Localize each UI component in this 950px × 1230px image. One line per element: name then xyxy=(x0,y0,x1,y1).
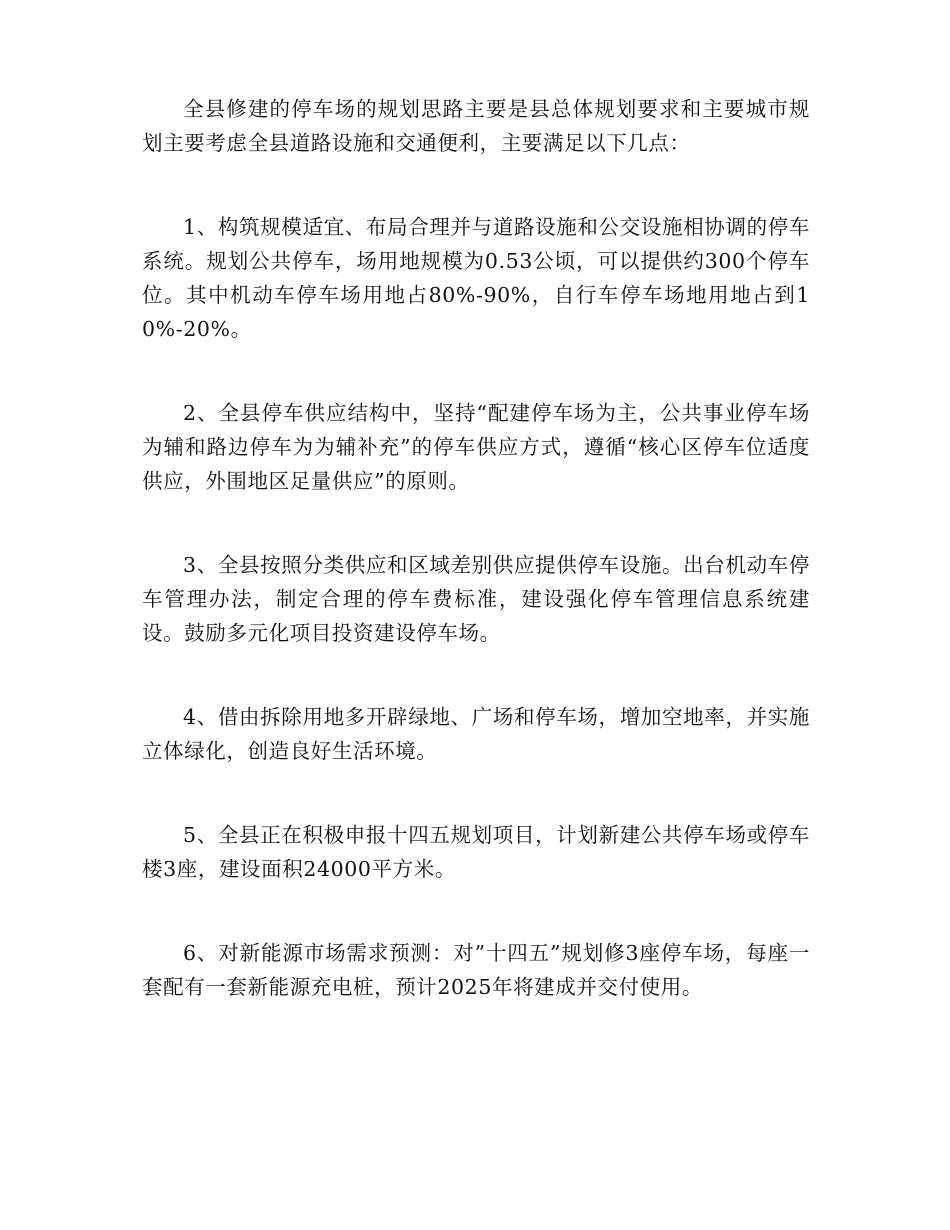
intro-paragraph: 全县修建的停车场的规划思路主要是县总体规划要求和主要城市规划主要考虑全县道路设施和交通便利，主要满足以下几点： xyxy=(142,97,810,155)
point-2-paragraph: 2、全县停车供应结构中，坚持“配建停车场为主，公共事业停车场为辅和路边停车为为辅补充”的停车供应方式，遵循“核心区停车位适度供应，外围地区足量供应”的原则。 xyxy=(142,401,810,493)
point-4-paragraph: 4、借由拆除用地多开辟绿地、广场和停车场，增加空地率，并实施立体绿化，创造良好生活环境。 xyxy=(142,705,810,763)
point-5-paragraph: 5、全县正在积极申报十四五规划项目，计划新建公共停车场或停车楼3座，建设面积24000平方米。 xyxy=(142,823,810,881)
document-page xyxy=(142,92,810,1054)
point-6-paragraph: 6、对新能源市场需求预测：对”十四五”规划修3座停车场，每座一套配有一套新能源充电桩，预计2025年将建成并交付使用。 xyxy=(142,941,810,999)
point-1-paragraph: 1、构筑规模适宜、布局合理并与道路设施和公交设施相协调的停车系统。规划公共停车，场用地规模为0.53公顷，可以提供约300个停车位。其中机动车停车场用地占80%-90%，自行车停车场地用地占到10%-20%。 xyxy=(142,215,810,341)
point-3-paragraph: 3、全县按照分类供应和区域差别供应提供停车设施。出台机动车停车管理办法，制定合理的停车费标准，建设强化停车管理信息系统建设。鼓励多元化项目投资建设停车场。 xyxy=(142,553,810,645)
